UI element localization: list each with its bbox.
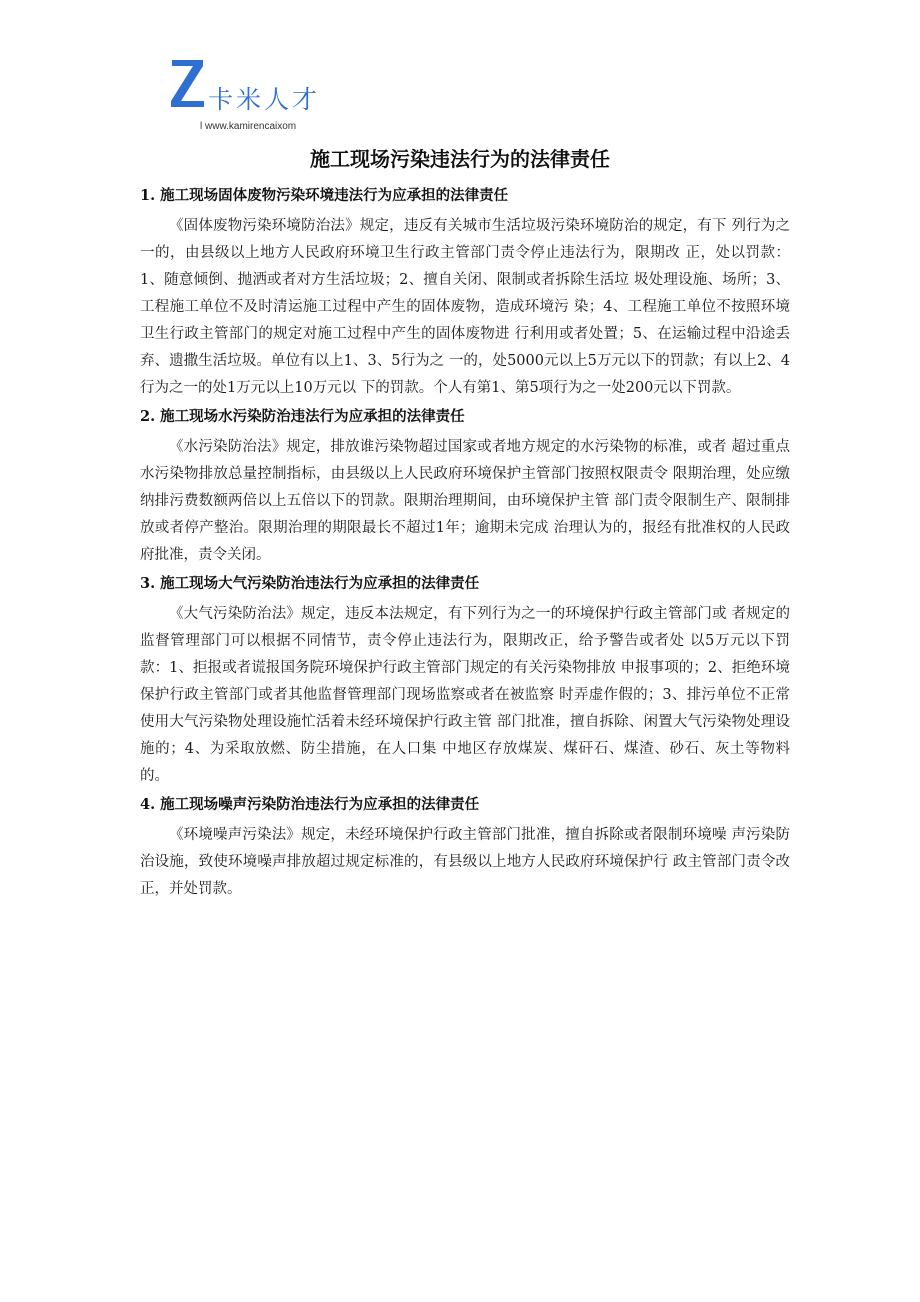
section-2-heading: 2. 施工现场水污染防治违法行为应承担的法律责任: [140, 408, 465, 425]
section-3-heading: 3. 施工现场大气污染防治违法行为应承担的法律责任: [140, 575, 480, 592]
z-logo-icon: [170, 58, 206, 108]
document-title: 施工现场污染违法行为的法律责任: [310, 147, 610, 171]
section-1-text: 《固体废物污染环境防治法》规定，违反有关城市生活垃圾污染环境防治的规定，有下 列行为之一的，由县级以上地方人民政府环境卫生行政主管部门责令停止违法行为，限期改 正，处以罚款：1、随意倾倒、抛洒或者对方生活垃圾；2、擅自关闭、限制或者拆除生活垃 圾处理设施、场所；3、工程施工单位不及时清运施工过程中产生的固体废物，造成环境污 染；4、工程施工单位不按照环境卫生行政主管部门的规定对施工过程中产生的固体废物进 行利用或者处置；5、在运输过程中沿途丢弃、遗撒生活垃圾。单位有以上1、3、5行为之 一的，处5000元以上5万元以下的罚款；有以上2、4行为之一的处1万元以上10万元以 下的罚款。个人有第1、第5项行为之一处200元以下罚款。: [140, 218, 790, 396]
section-2-text: 《水污染防治法》规定，排放谁污染物超过国家或者地方规定的水污染物的标准，或者 超过重点水污染物排放总量控制指标，由县级以上人民政府环境保护主管部门按照权限责令 限期治理，处应缴纳排污费数额两倍以上五倍以下的罚款。限期治理期间，由环境保护主管 部门责令限制生产、限制排放或者停产整治。限期治理的期限最长不超过1年；逾期未完成 治理认为的，报经有批准权的人民政府批准，责令关闭。: [140, 439, 790, 563]
section-3-text: 《大气污染防治法》规定，违反本法规定，有下列行为之一的环境保护行政主管部门或 者规定的监督管理部门可以根据不同情节，责令停止违法行为，限期改正，给予警告或者处 以5万元以下罚款：1、拒报或者谎报国务院环境保护行政主管部门规定的有关污染物排放 申报事项的；2、拒绝环境保护行政主管部门或者其他监督管理部门现场监察或者在被监察 时弄虚作假的；3、排污单位不正常使用大气污染物处理设施忙活着未经环境保护行政主管 部门批准，擅自拆除、闲置大气污染物处理设施的；4、为采取放燃、防尘措施，在人口集 中地区存放煤炭、煤矸石、煤渣、砂石、灰土等物料的。: [140, 606, 790, 784]
section-1-heading: 1. 施工现场固体废物污染环境违法行为应承担的法律责任: [140, 187, 509, 204]
logo-url: l www.kamirencaixom: [200, 121, 297, 132]
brand-logo: [170, 58, 370, 134]
document-body: [140, 185, 790, 907]
section-4-text: 《环境噪声污染法》规定，未经环境保护行政主管部门批准，擅自拆除或者限制环境噪 声污染防治设施，致使环境噪声排放超过规定标准的，有县级以上地方人民政府环境保护行 政主管部门责令改正，并处罚款。: [140, 827, 790, 897]
logo-name: 卡米人才: [208, 85, 321, 114]
section-4-heading: 4. 施工现场噪声污染防治违法行为应承担的法律责任: [140, 796, 480, 813]
